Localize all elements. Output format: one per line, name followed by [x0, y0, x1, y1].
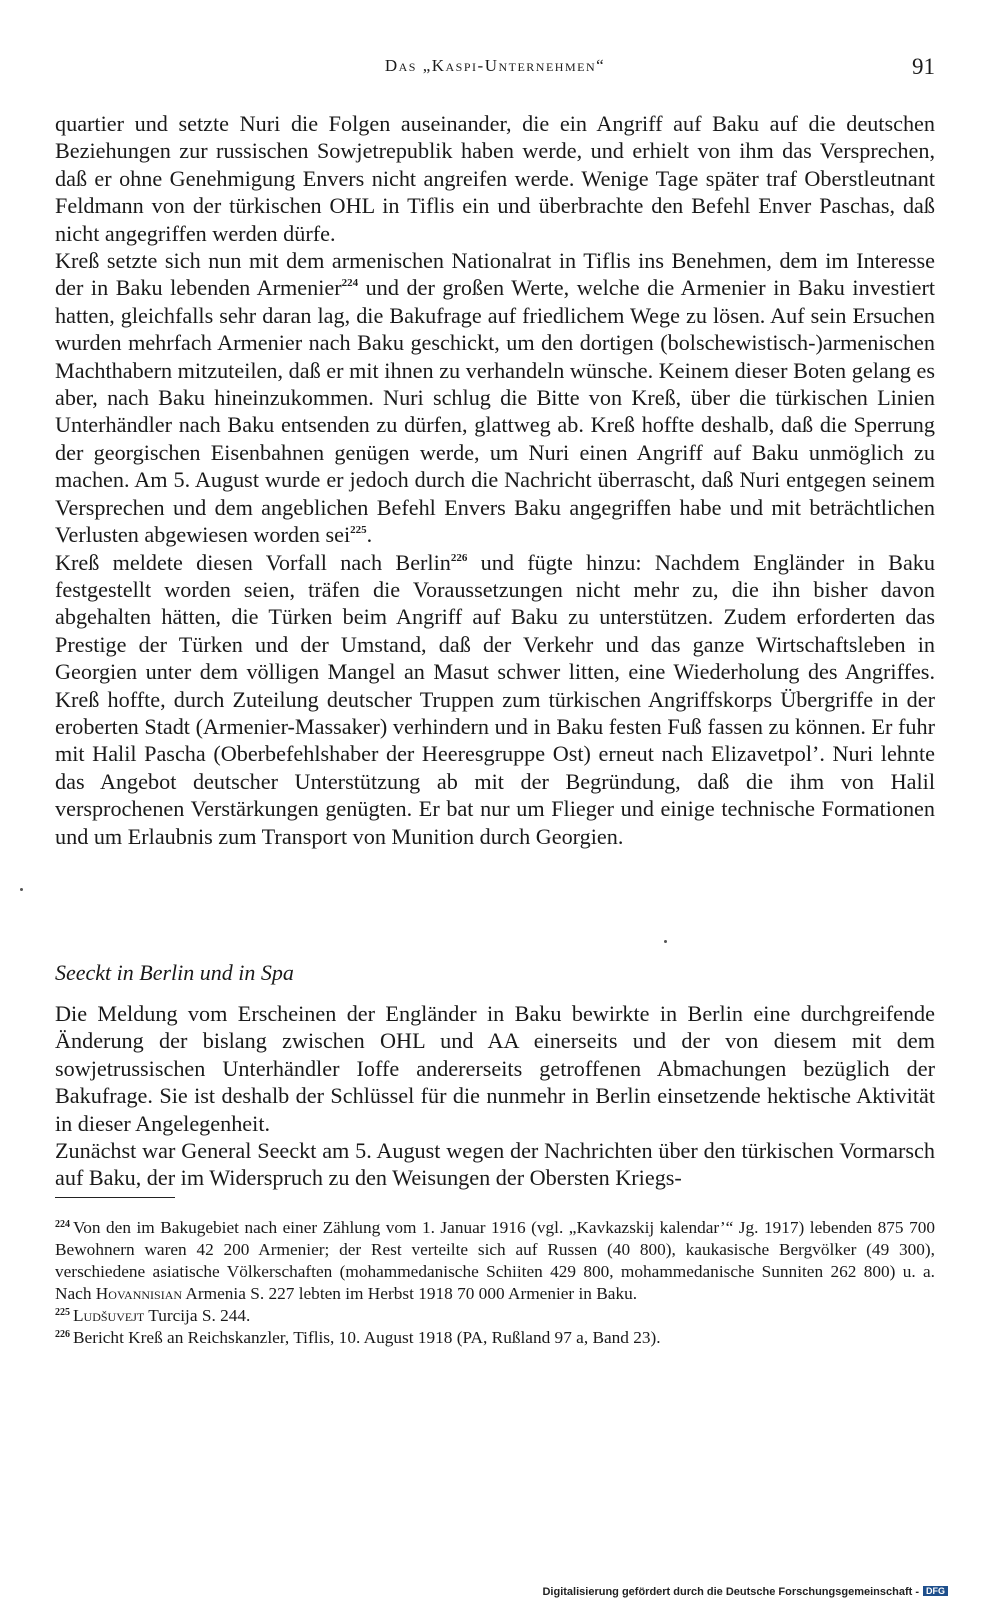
- paragraph-text: Kreß setzte sich nun mit dem armenischen Nationalrat in Tiflis ins Benehmen, dem im Interesse der in Baku lebenden Armenier: [55, 248, 935, 301]
- footnote-text: Bericht Kreß an Reichskanzler, Tiflis, 10. August 1918 (PA, Rußland 97 a, Band 23).: [73, 1328, 661, 1347]
- footnote-author: Hovannisian: [95, 1284, 183, 1303]
- section-heading: Seeckt in Berlin und in Spa: [55, 960, 294, 985]
- section-paragraph-2: Zunächst war General Seeckt am 5. August wegen der Nachrichten über den türkischen Vormarsch auf Baku, der im Widerspruch zu den Weisungen der Obersten Kriegs-: [55, 1138, 935, 1191]
- paragraph-text: und fügte hinzu: Nachdem Engländer in Baku festgestellt worden seien, träfen die Voraussetzungen nicht mehr zu, die ihn bisher davon abgehalten hätten, die Türken beim Angriff auf Baku zu unterstützen. Zudem erforderten das Prestige der Türken und der Umstand, daß der Verkehr und das ganze Wirtschaftsleben in Georgien unter dem völligen Mangel an Masut schwer litten, eine Wiederholung des Angriffes. Kreß hoffte, durch Zuteilung deutscher Truppen zum türkischen Angriffskorps Übergriffe in der eroberten Stadt (Armenier-Massaker) verhindern und in Baku festen Fuß fassen zu können. Er fuhr mit Halil Pascha (Oberbefehlshaber der Heeresgruppe Ost) erneut nach Elizavetpol’. Nuri lehnte das Angebot deutscher Unterstützung ab mit der Begründung, daß die ihm von Halil versprochenen Verstärkungen genügten. Er bat nur um Flieger und einige technische Formationen und um Erlaubnis zum Transport von Munition durch Georgien.: [55, 549, 935, 849]
- paragraph-1: [55, 110, 935, 247]
- running-title: Das „Kaspi-Unternehmen“: [384, 56, 606, 75]
- footnote-author: Ludšuvejt: [73, 1306, 145, 1325]
- footnote-ref-226: 226: [450, 551, 468, 564]
- footnote-text: Turcija S. 244.: [144, 1306, 251, 1325]
- scan-speck: [20, 888, 23, 891]
- paragraph-text: und der großen Werte, welche die Armenier in Baku investiert hatten, gleichfalls sehr daran lag, die Bakufrage auf friedlichem Wege zu lösen. Auf sein Ersuchen wurden mehrfach Armenier nach Baku geschickt, um den dortigen (bolschewistisch-)armenischen Machthabern mitzuteilen, daß er mit ihnen zu verhandeln wünsche. Keinem dieser Boten gelang es aber, nach Baku hineinzukommen. Nuri schlug die Bitte von Kreß, über die türkischen Linien Unterhändler nach Baku entsenden zu dürfen, glattweg ab. Kreß hoffte deshalb, daß die Sperrung der georgischen Eisenbahnen genügen werde, um Nuri einen Angriff auf Baku unmöglich zu machen. Am 5. August wurde er jedoch durch die Nachricht überrascht, daß Nuri entgegen seinem Versprechen und dem angeblichen Befehl Envers Baku angegriffen habe und mit beträchtlichen Verlusten abgewiesen worden sei: [55, 275, 935, 548]
- digitization-credit: [542, 1586, 948, 1598]
- paragraph-2: [55, 247, 935, 548]
- footnote-text: Armenia S. 227 lebten im Herbst 1918 70 000 Armenier in Baku.: [182, 1284, 638, 1303]
- section-paragraph-1: Die Meldung vom Erscheinen der Engländer in Baku bewirkte in Berlin eine durchgreifende Änderung der bislang zwischen OHL und AA einerseits und der von diesem mit dem sowjetrussischen Unterhändler Ioffe andererseits getroffenen Abmachungen bezüglich der Bakufrage. Sie ist deshalb der Schlüssel für die nunmehr in Berlin einsetzende hektische Aktivität in dieser Angelegenheit.: [55, 1001, 935, 1136]
- section-text: [55, 1000, 935, 1192]
- paragraph-text: .: [366, 522, 373, 548]
- main-text: [55, 110, 935, 850]
- footnote-number: 226: [55, 1329, 70, 1340]
- page-number: 91: [912, 54, 935, 79]
- footnote-number: 225: [55, 1307, 70, 1318]
- paragraph-3: [55, 549, 935, 850]
- footnote-number: 224: [55, 1219, 70, 1230]
- scan-speck: [664, 940, 667, 943]
- footnote-separator: [55, 1197, 175, 1198]
- footnote-ref-225: 225: [350, 524, 367, 537]
- footnote-225: [55, 1305, 935, 1327]
- paragraph-text: Kreß meldete diesen Vorfall nach Berlin: [55, 549, 451, 575]
- footnote-224: [55, 1217, 935, 1305]
- footnote-text: Von den im Bakugebiet nach einer Zählung vom 1. Januar 1916 (vgl. „Kavkazskij kalendar’“ Jg. 1917) lebenden 875 700 Bewohnern waren 42 200 Armenier; der Rest verteilte sich auf Russen (40 800), kaukasische Bergvölker (49 300), verschiedene asiatische Völkerschaften (mohammedanische Schiiten 429 800, mohammedanische Sunniten 262 800) u. a. Nach: [55, 1218, 935, 1303]
- footnote-226: [55, 1327, 935, 1349]
- credit-text: Digitalisierung gefördert durch die Deutsche Forschungsgemeinschaft -: [542, 1586, 919, 1598]
- paragraph-text: quartier und setzte Nuri die Folgen auseinander, die ein Angriff auf Baku auf die deutschen Beziehungen zur russischen Sowjetrepublik haben werde, und erhielt von ihm das Versprechen, daß er ohne Genehmigung Envers nicht angreifen werde. Wenige Tage später traf Oberstleutnant Feldmann von der türkischen OHL in Tiflis ein und überbrachte den Befehl Enver Paschas, daß nicht angegriffen werden dürfe.: [55, 111, 935, 246]
- page-header: [55, 56, 935, 88]
- footnotes: [55, 1217, 935, 1349]
- dfg-logo: DFG: [923, 1586, 948, 1596]
- footnote-ref-224: 224: [341, 277, 359, 290]
